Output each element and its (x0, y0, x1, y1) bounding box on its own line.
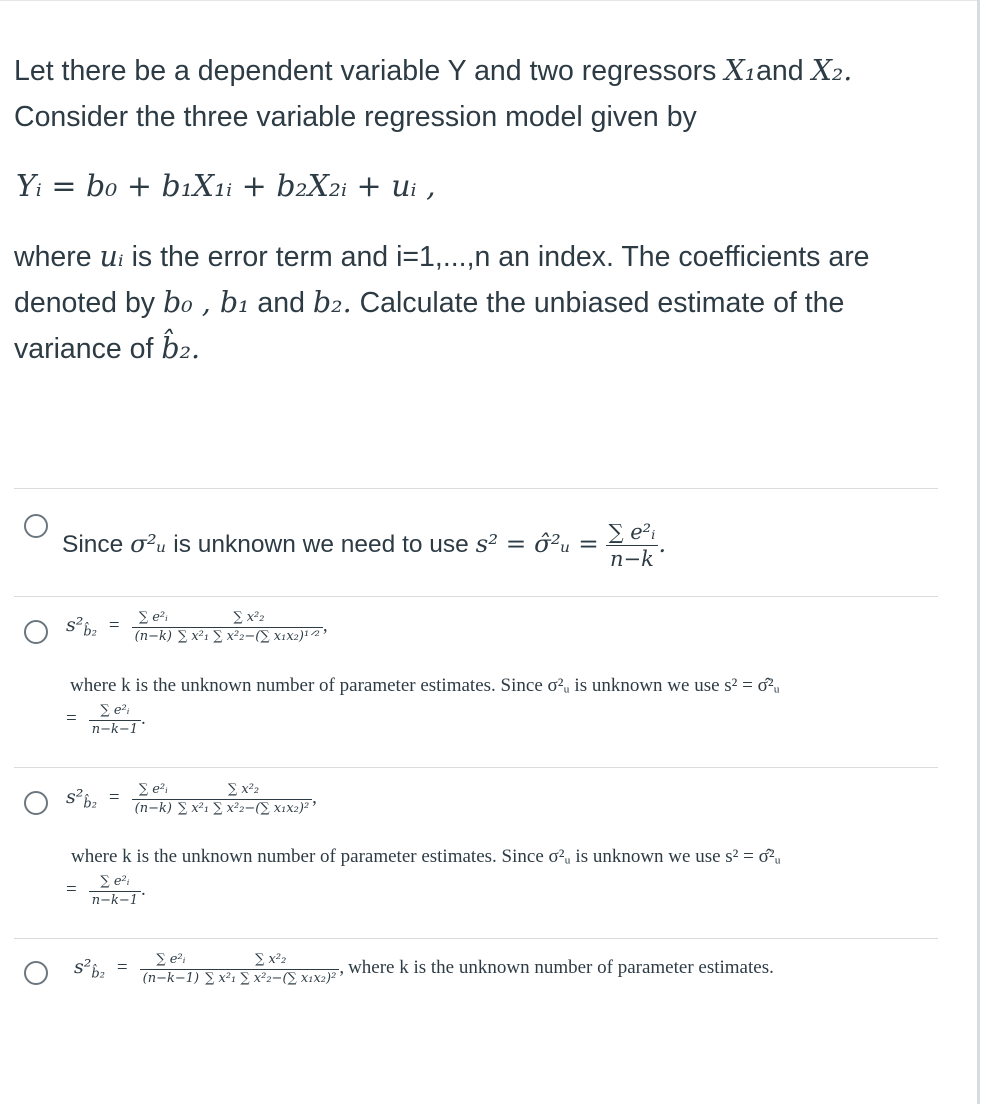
option-1-sigma: σ²ᵤ (130, 528, 167, 558)
b2-hat-symbol: b̂₂. (161, 332, 201, 365)
option-3-f2-den: ∑ x²₁ ∑ x²₂−(∑ x₁x₂)² (177, 801, 310, 816)
option-2-formula (66, 610, 328, 645)
where-word: where (14, 241, 92, 273)
option-1-mid: is unknown we need to use (173, 530, 469, 558)
option-2-second-formula (66, 703, 146, 738)
x2-symbol: X₂. (811, 54, 853, 87)
option-2-equals-2: = (66, 708, 77, 730)
option-3-equals-2: = (66, 879, 77, 901)
error-term-symbol: uᵢ (99, 240, 124, 273)
option-3-f1-num: ∑ e²ᵢ (132, 782, 175, 800)
question-paragraph-1 (14, 48, 954, 140)
option-1-period: . (658, 528, 667, 558)
x1-symbol: X₁ (724, 54, 757, 87)
option-1-numerator: ∑ e²ᵢ (606, 520, 659, 546)
option-4-equals: = (116, 957, 128, 979)
option-4-lhs: s² (74, 956, 92, 979)
option-2-comma: , (322, 615, 328, 637)
option-3-comma: , (312, 787, 317, 809)
option-1-fraction (606, 520, 659, 571)
option-2-lhs: s² (66, 614, 84, 637)
model-intro: Consider the three variable regression model given by (14, 101, 697, 133)
task-statement: Calculate the unbiased estimate of the variance of (14, 287, 845, 365)
option-3-lhs-sub: b̂₂ (83, 796, 97, 812)
option-4-fraction-2 (202, 952, 339, 987)
question-intro: Let there be a dependent variable Y and two regressors (14, 55, 717, 87)
option-4-f2-den: ∑ x²₁ ∑ x²₂−(∑ x₁x₂)² (205, 971, 337, 986)
option-3-second-formula (66, 874, 146, 909)
divider-1 (14, 488, 938, 489)
option-1-radio[interactable] (24, 514, 48, 538)
option-3-radio[interactable] (24, 791, 48, 815)
option-2-f1-num: ∑ e²ᵢ (132, 610, 175, 628)
error-description: is the error term and i=1,...,n an index. The coefficients are denoted by (14, 241, 870, 319)
option-1-formula: s² = σ̂²ᵤ = (475, 528, 599, 558)
b2-symbol: b₂. (312, 286, 352, 319)
divider-2 (14, 596, 938, 597)
option-3-f3-den: n−k−1 (91, 893, 139, 908)
option-2-f3-den: n−k−1 (91, 722, 139, 737)
option-4-radio[interactable] (24, 961, 48, 985)
option-4-note: where k is the unknown number of parameter estimates. (348, 957, 774, 979)
option-2-f2-den: ∑ x²₁ ∑ x²₂−(∑ x₁x₂)¹ᐟ² (177, 629, 320, 644)
option-1-text (62, 520, 666, 571)
coefficients-symbols: b₀ , b₁ (162, 286, 250, 319)
option-2-radio[interactable] (24, 620, 48, 644)
question-paragraph-2 (14, 234, 954, 372)
option-1-lead: Since (62, 530, 124, 558)
option-3-fraction-3 (89, 874, 141, 909)
option-2-f1-den: (n−k) (134, 629, 172, 644)
option-4-f2-num: ∑ x²₂ (202, 952, 339, 970)
and-word: and (756, 55, 804, 87)
option-2-f2-num: ∑ x²₂ (175, 610, 323, 628)
divider-3 (14, 767, 938, 768)
option-1-denominator: n−k (610, 547, 654, 571)
option-2-lhs-sub: b̂₂ (83, 624, 97, 640)
regression-equation: Yᵢ = b₀ + b₁X₁ᵢ + b₂X₂ᵢ + uᵢ , (16, 169, 436, 204)
option-4-fraction-1 (140, 952, 202, 987)
option-3-formula (66, 782, 317, 817)
option-3-fraction-1 (132, 782, 175, 817)
option-3-lhs: s² (66, 786, 84, 809)
option-2-fraction-3 (89, 703, 141, 738)
option-3-f3-num: ∑ e²ᵢ (89, 874, 141, 892)
option-2-fraction-1 (132, 610, 175, 645)
option-3-f2-num: ∑ x²₂ (175, 782, 312, 800)
option-3-fraction-2 (175, 782, 312, 817)
option-4-f1-num: ∑ e²ᵢ (140, 952, 202, 970)
option-4-comma: , (339, 957, 345, 979)
option-3-period: . (141, 879, 146, 901)
option-3-f1-den: (n−k) (134, 801, 172, 816)
and-word-2: and (257, 287, 305, 319)
option-4-lhs-sub: b̂₂ (91, 966, 105, 982)
divider-4 (14, 938, 938, 939)
top-border (0, 0, 978, 1)
option-2-equals: = (108, 615, 120, 637)
right-border (977, 0, 980, 1104)
option-2-note: where k is the unknown number of parameter estimates. Since σ²ᵤ is unknown we use s² = σ̂²ᵤ (70, 675, 780, 696)
option-4-f1-den: (n−k−1) (142, 971, 200, 986)
option-3-note: where k is the unknown number of parameter estimates. Since σ²ᵤ is unknown we use s² = σ̂²ᵤ (71, 846, 781, 867)
option-2-period: . (141, 708, 146, 730)
question-text (14, 48, 954, 372)
option-2-fraction-2 (175, 610, 323, 645)
option-4-formula (74, 952, 774, 987)
option-3-equals: = (108, 787, 120, 809)
option-2-f3-num: ∑ e²ᵢ (89, 703, 141, 721)
